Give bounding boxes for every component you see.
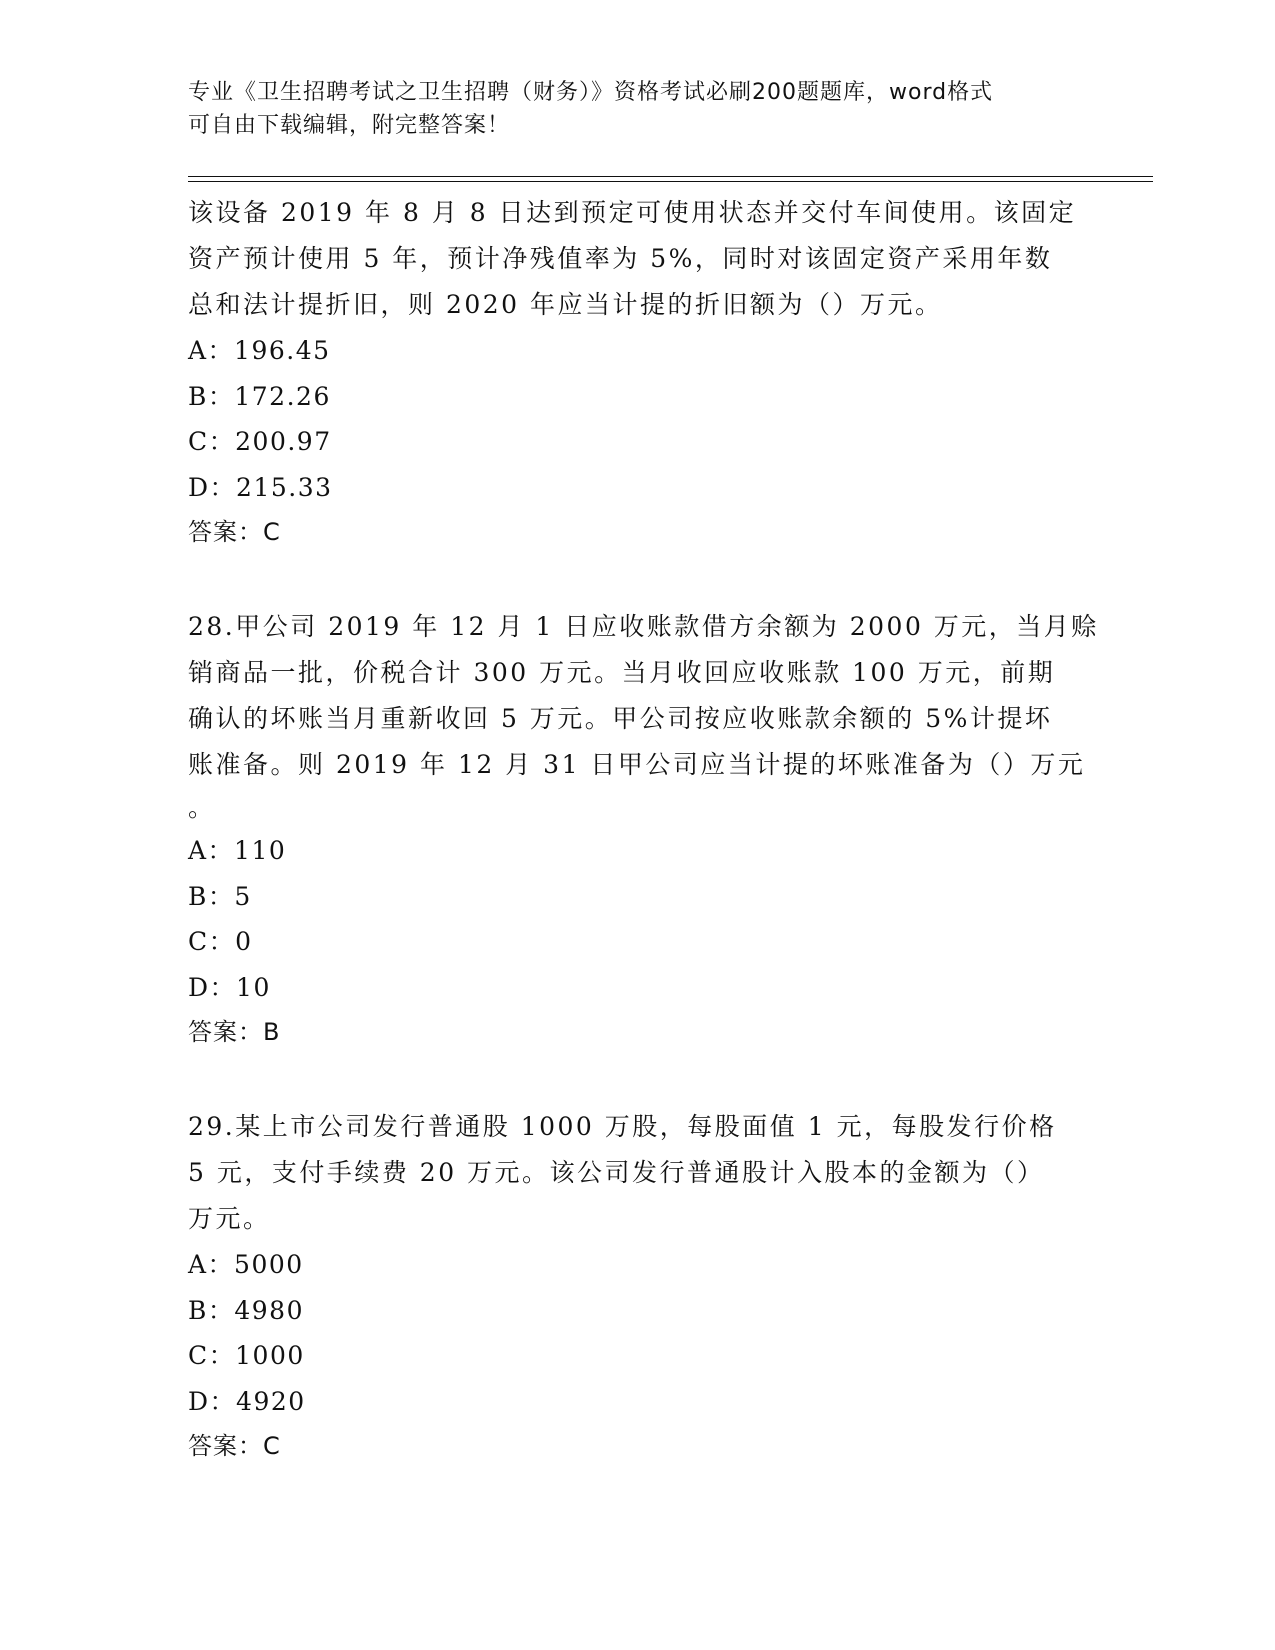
question-text-line: 确认的坏账当月重新收回 5 万元。甲公司按应收账款余额的 5%计提坏 [188, 704, 1053, 733]
option-b: B：172.26 [188, 381, 331, 411]
option-a: A：5000 [188, 1250, 304, 1279]
header-line-1: 专业《卫生招聘考试之卫生招聘（财务）》资格考试必刷200题题库，word格式 [188, 80, 994, 105]
question-text-line: 28.甲公司 2019 年 12 月 1 日应收账款借方余额为 2000 万元，当月赊 [188, 612, 1099, 641]
option-c: C：200.97 [188, 427, 332, 456]
question-text-line: 万元。 [188, 1204, 271, 1233]
header-line-2: 可自由下载编辑，附完整答案！ [188, 113, 511, 138]
question-list [188, 190, 1099, 1469]
option-d: D：10 [188, 972, 271, 1002]
header-divider-bottom [188, 181, 1153, 182]
question-28 [188, 604, 1099, 1055]
question-text-line: 5 元，支付手续费 20 万元。该公司发行普通股计入股本的金额为（） [188, 1158, 1045, 1187]
answer: 答案：C [188, 518, 281, 546]
header-divider-top [188, 176, 1153, 177]
option-a: A：110 [188, 836, 287, 865]
question-29 [188, 1104, 1088, 1469]
option-d: D：215.33 [188, 472, 333, 502]
question-text-line: 资产预计使用 5 年，预计净残值率为 5%，同时对该固定资产采用年数 [188, 244, 1053, 273]
answer: 答案：B [188, 1018, 281, 1046]
question-text-line: 总和法计提折旧，则 2020 年应当计提的折旧额为（）万元。 [188, 290, 943, 319]
spacer [188, 1055, 1088, 1104]
question-27 [188, 190, 1088, 555]
question-text-line: 该设备 2019 年 8 月 8 日达到预定可使用状态并交付车间使用。该固定 [188, 198, 1077, 227]
question-text-line: 销商品一批，价税合计 300 万元。当月收回应收账款 100 万元，前期 [188, 658, 1056, 687]
option-b: B：4980 [188, 1295, 304, 1325]
question-text-line: 账准备。则 2019 年 12 月 31 日甲公司应当计提的坏账准备为（）万元 [188, 750, 1086, 779]
spacer [188, 555, 1088, 604]
option-b: B：5 [188, 881, 252, 911]
option-c: C：0 [188, 927, 253, 956]
option-d: D：4920 [188, 1386, 306, 1416]
question-text-line: 29.某上市公司发行普通股 1000 万股，每股面值 1 元，每股发行价格 [188, 1112, 1057, 1141]
answer: 答案：C [188, 1432, 281, 1460]
document-header [188, 76, 1068, 142]
question-text-tail: 。 [188, 793, 216, 822]
option-a: A：196.45 [188, 336, 331, 365]
option-c: C：1000 [188, 1341, 305, 1370]
